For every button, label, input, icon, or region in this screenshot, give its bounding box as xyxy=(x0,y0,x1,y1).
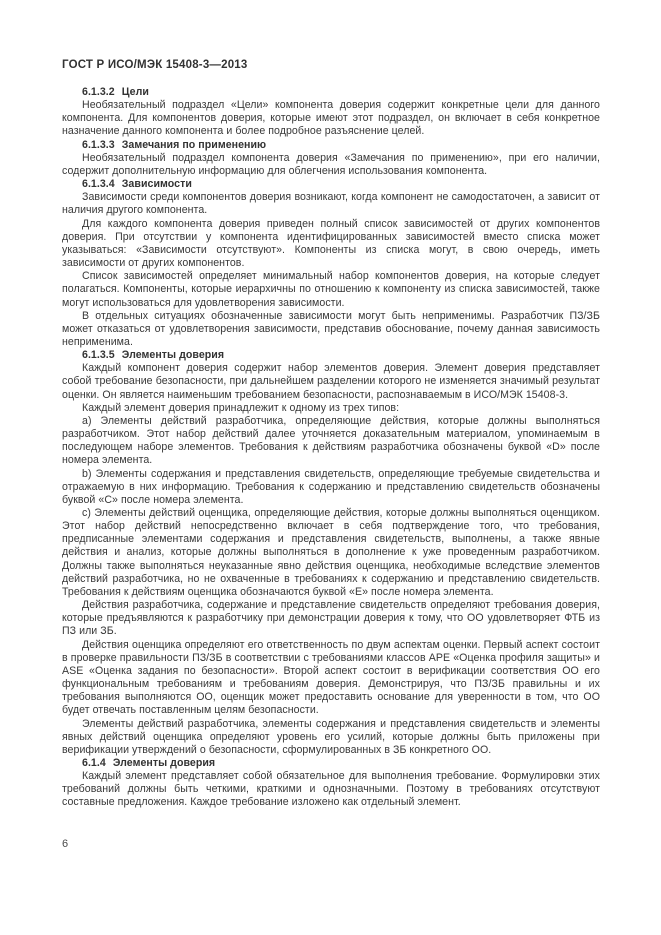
section-number: 6.1.3.5 xyxy=(82,349,115,362)
body-paragraph: Необязательный подраздел компонента доверия «Замечания по применению», при его наличии, содержит дополнительную информацию для облегчения использования компонента. xyxy=(62,151,600,177)
section-number: 6.1.3.3 xyxy=(82,138,115,151)
body-paragraph list-item-c: c) Элементы действий оценщика, определяющие действия, которые должны выполняться оценщиком. Этот набор действий непосредственно включает в себя подтверждение того, что требования, предписанные элементами содержания и представления свидетельств, выполнены, а также явные действия и анализ, которые должны выполняться в дополнение к уже проведенным разработчиком. Должны также выполняться неуказанные явно действия оценщика, необходимые вследствие элементов действий разработчика, но не охваченные в требованиях к содержанию и представлению свидетельств. Требования к действиям оценщика обозначаются буквой «E» после номера элемента. xyxy=(62,507,600,598)
section-heading xyxy=(62,139,600,152)
section-heading xyxy=(62,86,600,99)
body-paragraph: Каждый элемент представляет собой обязательное для выполнения требование. Формулировки этих требований должны быть четкими, краткими и однозначными. Поэтому в требованиях отсутствуют составные предложения. Каждое требование изложено как отдельный элемент. xyxy=(62,770,600,809)
body-paragraph: Список зависимостей определяет минимальный набор компонентов доверия, на которые следует полагаться. Компоненты, которые иерархичны по отношению к компоненту из списка зависимостей, также могут использоваться для удовлетворения зависимости. xyxy=(62,270,600,309)
section-number: 6.1.3.4 xyxy=(82,178,115,191)
body-paragraph: Зависимости среди компонентов доверия возникают, когда компонент не самодостаточен, а зависит от наличия другого компонента. xyxy=(62,191,600,217)
body-paragraph: Каждый компонент доверия содержит набор элементов доверия. Элемент доверия представляет собой требование безопасности, при дальнейшем разделении которого не изменяется значимый результат оценки. Он является наименьшим требованием безопасности, распознаваемым в ИСО/МЭК 15408-3. xyxy=(62,362,600,401)
body-paragraph list-item-b: b) Элементы содержания и представления свидетельств, определяющие требуемые свидетельства и отражаемую в них информацию. Требования к содержанию и представлению свидетельств обозначены буквой «C» после номера элемента. xyxy=(62,467,600,506)
section-title: Элементы доверия xyxy=(121,349,225,362)
section-number: 6.1.4 xyxy=(82,756,106,769)
body-paragraph: Действия оценщика определяют его ответственность по двум аспектам оценки. Первый аспект состоит в проверке правильности ПЗ/ЗБ в соответствии с требованиями классов APE «Оценка профиля защиты» и ASE «Оценка задания по безопасности». Второй аспект состоит в верификации соответствия ОО его функциональным требованиям и требованиям доверия. Демонстрируя, что ПЗ/ЗБ правильны и их требования выполняются ОО, оценщик может предоставить основание для уверенности в том, что ОО будет отвечать поставленным целям безопасности. xyxy=(62,638,600,717)
body-paragraph: Элементы действий разработчика, элементы содержания и представления свидетельств и элементы явных действий оценщика определяют уровень его усилий, которые должны быть приложены при верификации утверждений о безопасности, сформулированных в ЗБ конкретного ОО. xyxy=(62,717,600,756)
page-number: 6 xyxy=(62,838,69,850)
section-title: Замечания по применению xyxy=(121,138,267,151)
running-header: ГОСТ Р ИСО/МЭК 15408-3—2013 xyxy=(62,59,248,71)
body-paragraph: Для каждого компонента доверия приведен полный список зависимостей от других компонентов доверия. При отсутствии у компонента идентифицированных зависимостей вместо списка может указываться: «Зависимости отсутствуют». Компоненты из списка могут, в свою очередь, иметь зависимости от других компонентов. xyxy=(62,217,600,270)
section-title: Зависимости xyxy=(121,178,192,191)
body-paragraph list-item-a: a) Элементы действий разработчика, определяющие действия, которые должны выполняться разработчиком. Этот набор действий далее уточняется доказательным материалом, упоминаемым в последующем наборе элементов. Требования к действиям разработчика обозначены буквой «D» после номера элемента. xyxy=(62,414,600,467)
section-heading xyxy=(62,178,600,191)
section-heading xyxy=(62,349,600,362)
document-body xyxy=(62,86,600,810)
section-heading xyxy=(62,757,600,770)
section-title: Цели xyxy=(121,86,149,98)
section-number: 6.1.3.2 xyxy=(82,86,115,98)
body-paragraph: В отдельных ситуациях обозначенные зависимости могут быть неприменимы. Разработчик ПЗ/ЗБ может отказаться от удовлетворения зависимости, представив обоснование, почему данная зависимость неприменима. xyxy=(62,309,600,348)
body-paragraph: Действия разработчика, содержание и представление свидетельств определяют требования доверия, которые предъявляются к разработчику при демонстрации доверия к тому, что ОО удовлетворяет ФТБ из ПЗ или ЗБ. xyxy=(62,599,600,638)
section-title: Элементы доверия xyxy=(112,756,216,769)
body-paragraph: Необязательный подраздел «Цели» компонента доверия содержит конкретные цели для данного компонента. Для компонентов доверия, которые имеют этот подраздел, он включает в себя конкретное назначение данного компонента и более подробное разъяснение целей. xyxy=(62,99,600,138)
body-paragraph: Каждый элемент доверия принадлежит к одному из трех типов: xyxy=(82,401,400,414)
